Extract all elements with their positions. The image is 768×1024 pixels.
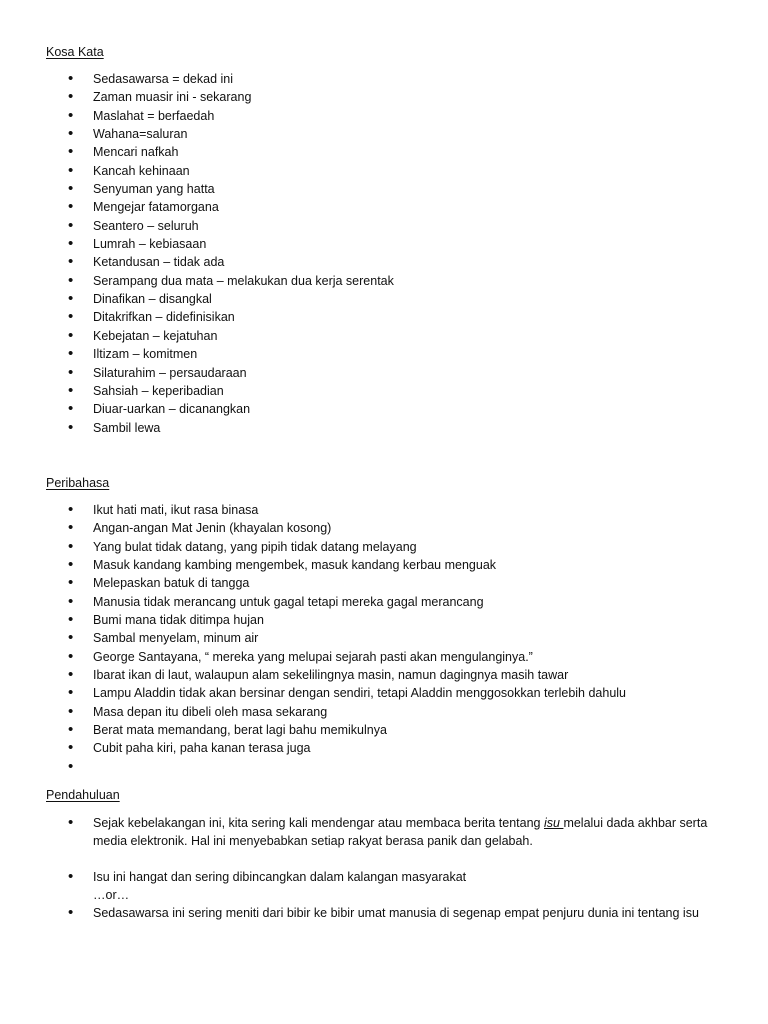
list-item: • Manusia tidak merancang untuk gagal tetapi mereka gagal merancang [0, 593, 768, 611]
list-item: • Kancah kehinaan [0, 162, 768, 180]
list-item: • Angan-angan Mat Jenin (khayalan kosong) [0, 519, 768, 537]
intro-paragraph-1 [0, 814, 768, 850]
intro-paragraph-3 [0, 904, 768, 922]
heading-kosa-kata: Kosa Kata [46, 45, 104, 59]
list-item: • Iltizam – komitmen [0, 345, 768, 363]
list-item: • Sambal menyelam, minum air [0, 629, 768, 647]
isu-keyword: isu [543, 816, 564, 830]
list-item: • Masuk kandang kambing mengembek, masuk kandang kerbau menguak [0, 556, 768, 574]
list-item: • Ketandusan – tidak ada [0, 253, 768, 271]
heading-peribahasa: Peribahasa [46, 476, 110, 490]
list-item: • Ibarat ikan di laut, walaupun alam sekelilingnya masin, namun dagingnya masih tawar [0, 666, 768, 684]
list-item: • Melepaskan batuk di tangga [0, 574, 768, 592]
peribahasa-list [0, 501, 768, 758]
list-item: • Berat mata memandang, berat lagi bahu memikulnya [0, 721, 768, 739]
list-item: • Sambil lewa [0, 419, 768, 437]
pendahuluan-list [0, 814, 768, 922]
list-item: • Serampang dua mata – melakukan dua kerja serentak [0, 272, 768, 290]
list-item: • Lampu Aladdin tidak akan bersinar dengan sendiri, tetapi Aladdin menggosokkan terlebih dahulu [0, 684, 768, 702]
list-item: • Diuar-uarkan – dicanangkan [0, 400, 768, 418]
list-item: • Kebejatan – kejatuhan [0, 327, 768, 345]
list-item: • Zaman muasir ini - sekarang [0, 88, 768, 106]
list-item: • Mencari nafkah [0, 143, 768, 161]
list-item: • Senyuman yang hatta [0, 180, 768, 198]
list-item: • Wahana=saluran [0, 125, 768, 143]
heading-pendahuluan: Pendahuluan [46, 788, 120, 802]
list-item: • Maslahat = berfaedah [0, 107, 768, 125]
list-item: • Sedasawarsa = dekad ini [0, 70, 768, 88]
list-item: • Cubit paha kiri, paha kanan terasa juga [0, 739, 768, 757]
list-item: • Lumrah – kebiasaan [0, 235, 768, 253]
list-item: • Dinafikan – disangkal [0, 290, 768, 308]
list-item: • George Santayana, “ mereka yang melupai sejarah pasti akan mengulanginya.” [0, 648, 768, 666]
kosa-kata-list [0, 70, 768, 437]
intro-or-note: …or… [93, 888, 130, 902]
intro-text: • Isu ini hangat dan sering dibincangkan dalam kalangan masyarakat [93, 870, 467, 884]
list-item: • Masa depan itu dibeli oleh masa sekarang [0, 703, 768, 721]
list-item: • Sahsiah – keperibadian [0, 382, 768, 400]
list-item: • Bumi mana tidak ditimpa hujan [0, 611, 768, 629]
intro-text: Sedasawarsa ini sering meniti dari bibir ke bibir umat manusia di segenap empat penjuru dunia ini tentang isu [93, 906, 699, 920]
list-item: • Ditakrifkan – didefinisikan [0, 308, 768, 326]
list-item: • Mengejar fatamorgana [0, 198, 768, 216]
list-item: • Yang bulat tidak datang, yang pipih tidak datang melayang [0, 538, 768, 556]
list-item: • Ikut hati mati, ikut rasa binasa [0, 501, 768, 519]
list-item: • Seantero – seluruh [0, 217, 768, 235]
intro-text-before: Sejak kebelakangan ini, kita sering kali mendengar atau membaca berita tentang [93, 816, 544, 830]
intro-text-after: melalui dada akhbar serta media elektronik. Hal ini menyebabkan setiap rakyat berasa panik dan gelabah. [93, 816, 708, 848]
intro-paragraph-2 [0, 868, 768, 904]
list-item: • Silaturahim – persaudaraan [0, 364, 768, 382]
